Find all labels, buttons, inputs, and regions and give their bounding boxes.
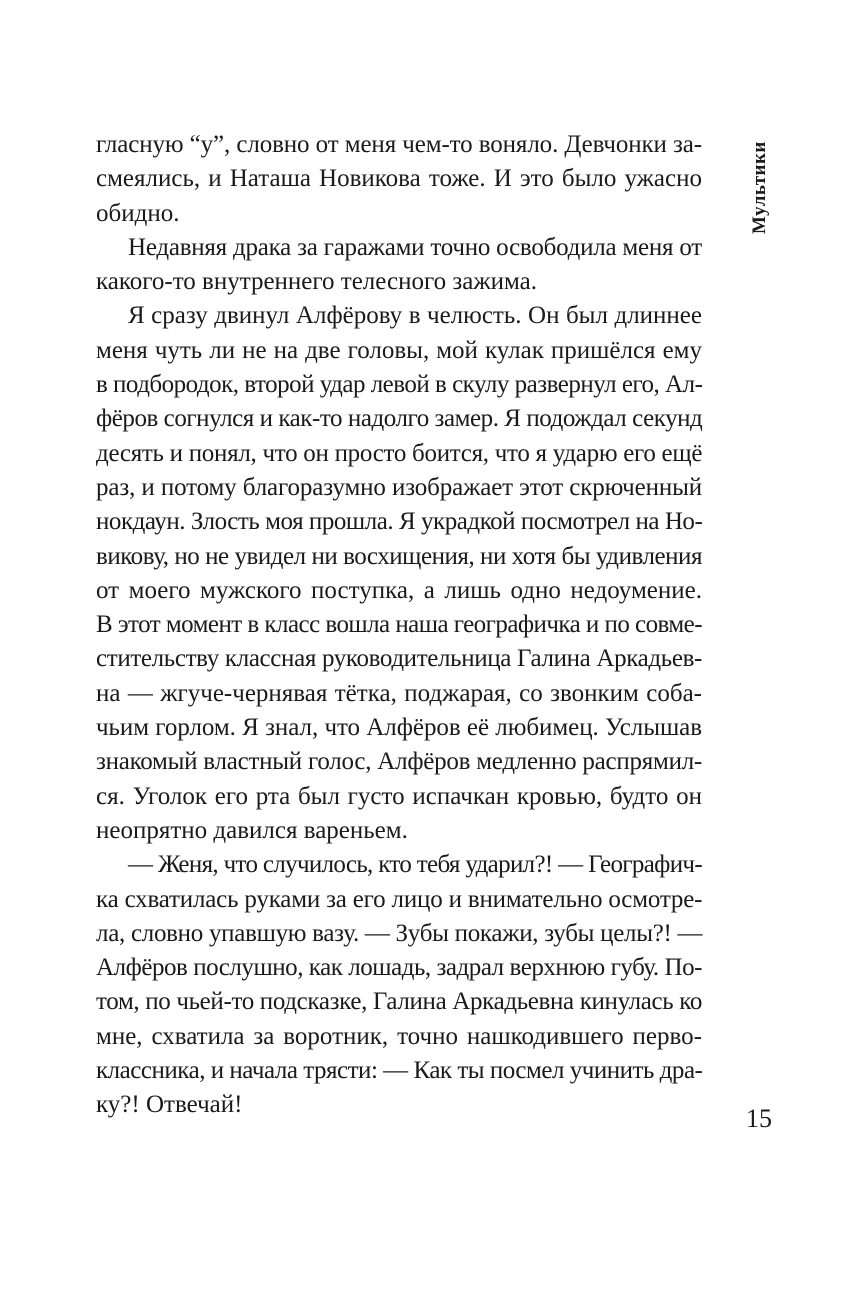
text-line: десять и понял, что он просто боится, что я ударю его ещё [96, 439, 703, 467]
text-line: чьим горлом. Я знал, что Алфёров её любимец. Услышав [96, 714, 702, 742]
text-line: Недавняя драка за гаражами точно освободила меня от [128, 233, 702, 261]
text-line: неопрятно давился вареньем. [96, 816, 408, 844]
text-line: ку?! Отвечай! [96, 1091, 243, 1119]
text-line: знакомый властный голос, Алфёров медленно распрямил- [96, 748, 702, 776]
text-line: какого-то внутреннего телесного зажима. [96, 268, 537, 296]
text-line: обидно. [96, 199, 180, 227]
text-line: классника, и начала трясти: — Как ты посмел учинить дра- [96, 1057, 703, 1085]
running-head: Мультики [749, 141, 770, 234]
text-line: нокдаун. Злость моя прошла. Я украдкой посмотрел на Но- [96, 508, 703, 536]
text-line: ка схватилась руками за его лицо и внимательно осмотре- [96, 885, 703, 913]
text-line: В этот момент в класс вошла наша географичка и по совме- [96, 611, 703, 639]
text-line: от моего мужского поступка, а лишь одно недоумение. [96, 576, 702, 604]
text-line: на — жгуче-чернявая тётка, поджарая, со звонким соба- [96, 679, 702, 707]
text-line: мне, схватила за воротник, точно нашкодившего перво- [96, 1022, 702, 1050]
text-line: гласную “у”, словно от меня чем-то воняло. Девчонки за- [96, 131, 702, 158]
body-text [96, 128, 702, 1123]
text-line: том, по чьей-то подсказке, Галина Аркадьевна кинулась ко [96, 988, 702, 1016]
text-line: раз, и потому благоразумно изображает этот скрюченный [96, 473, 702, 501]
text-line: меня чуть ли не на две головы, мой кулак пришёлся ему [96, 336, 702, 364]
text-line: ла, словно упавшую вазу. — Зубы покажи, зубы целы?! — [96, 919, 703, 947]
text-line: — Женя, что случилось, кто тебя ударил?! — Географич- [128, 851, 702, 879]
text-line: викову, но не увидел ни восхищения, ни хотя бы удивления [96, 542, 702, 570]
text-line: фёров согнулся и как-то надолго замер. Я подождал секунд [96, 405, 703, 433]
page-number: 15 [746, 1104, 772, 1133]
text-line: Я сразу двинул Алфёрову в челюсть. Он был длиннее [128, 302, 702, 330]
text-line: ся. Уголок его рта был густо испачкан кровью, будто он [96, 782, 702, 810]
text-line: смеялись, и Наташа Новикова тоже. И это было ужасно [96, 165, 702, 193]
text-line: стительству классная руководительница Галина Аркадьев- [96, 645, 702, 673]
text-line: Алфёров послушно, как лошадь, задрал верхнюю губу. По- [96, 954, 702, 982]
text-line: в подбородок, второй удар левой в скулу развернул его, Ал- [96, 371, 703, 399]
